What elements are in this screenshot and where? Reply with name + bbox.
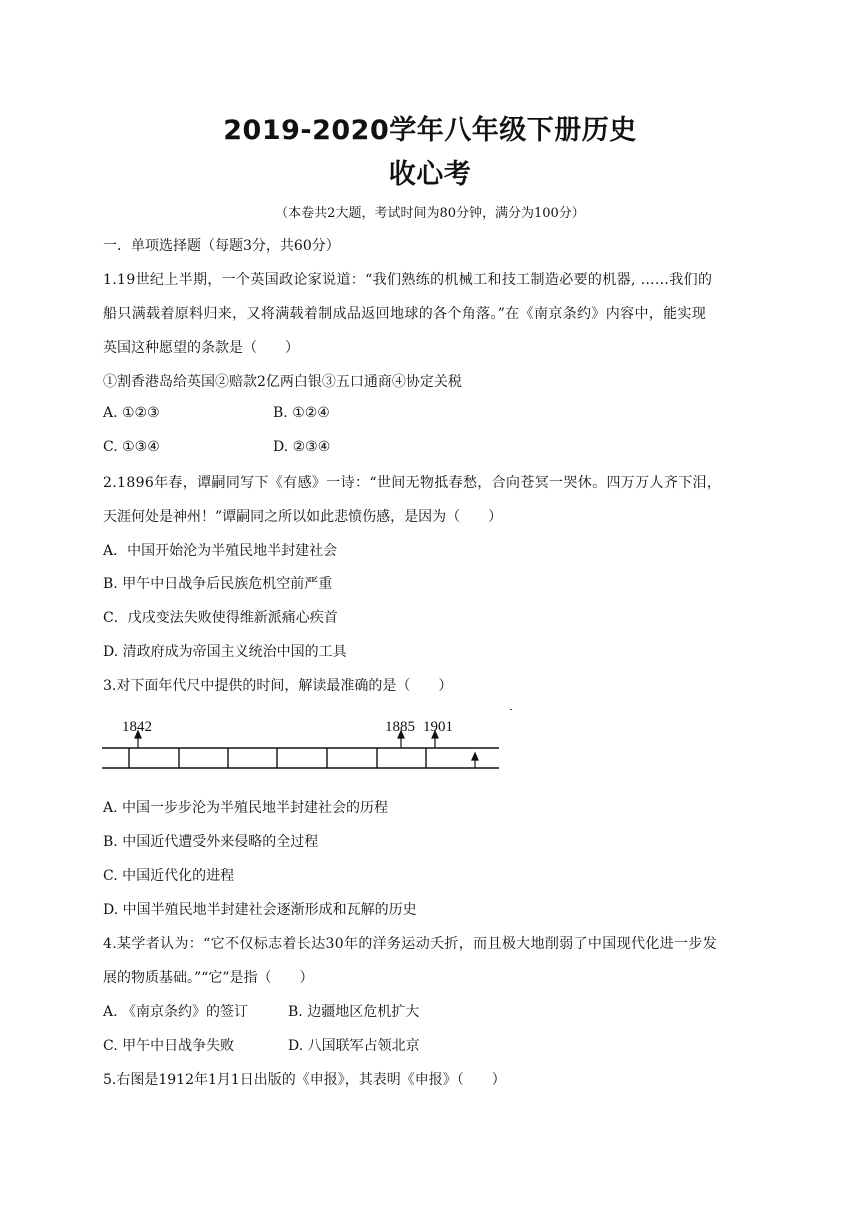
q1-line1: 1.19世纪上半期，一个英国政论家说道：“我们熟练的机械工和技工制造必要的机器, ……我们的 (103, 272, 713, 288)
q1-option-a: A. ①②③ (103, 405, 160, 421)
timeline-ticks (129, 748, 426, 768)
q4-line1: 4.某学者认为：“它不仅标志着长达30年的洋务运动夭折，而且极大地削弱了中国现代化进一步发 (103, 936, 718, 952)
q2-option-c: C．戊戌变法失败使得维新派痛心疾首 (103, 610, 338, 626)
page-title-line1: 2019-2020学年八年级下册历史 (223, 115, 637, 146)
q3-option-a: A. 中国一步步沦为半殖民地半封建社会的历程 (103, 800, 389, 816)
page-title-line2: 收心考 (388, 159, 472, 190)
timeline-label-1842: 1842 (122, 719, 152, 735)
q1-line3: 英国这种愿望的条款是（ ） (103, 340, 299, 356)
q4-option-c: C. 甲午中日战争失败 (103, 1038, 235, 1054)
q1-option-d: D. ②③④ (273, 439, 331, 455)
q2-option-d: D. 清政府成为帝国主义统治中国的工具 (103, 644, 347, 660)
q5-stem: 5.右图是1912年1月1日出版的《申报》，其表明《申报》（ ） (103, 1072, 506, 1088)
q4-line2: 展的物质基础。”“它”是指（ ） (103, 970, 314, 986)
q3-stem: 3.对下面年代尺中提供的时间，解读最准确的是（ ） (103, 678, 453, 694)
q2-line2: 天涯何处是神州！”谭嗣同之所以如此悲愤伤感，是因为（ ） (103, 509, 503, 525)
q1-option-b: B. ①②④ (273, 405, 330, 421)
timeline-label-1901: 1901 (423, 719, 453, 735)
q2-line1: 2.1896年春，谭嗣同写下《有感》一诗：“世间无物抵春愁，合向苍冥一哭休。四万万人齐下泪， (103, 475, 722, 491)
timeline-label-1885: 1885 (385, 719, 415, 735)
q1-option-c: C. ①③④ (103, 439, 160, 455)
section-heading: 一．单项选择题（每题3分，共60分） (103, 238, 340, 254)
q1-clauses: ①割香港岛给英国②赔款2亿两白银③五口通商④协定关税 (103, 374, 462, 390)
q4-option-d: D. 八国联军占领北京 (288, 1038, 420, 1054)
q3-option-d: D. 中国半殖民地半封建社会逐渐形成和瓦解的历史 (103, 902, 417, 918)
q2-option-a: A．中国开始沦为半殖民地半封建社会 (103, 543, 338, 559)
timeline-ruler (100, 704, 520, 776)
q4-option-b: B. 边疆地区危机扩大 (288, 1004, 420, 1020)
exam-note: （本卷共2大题，考试时间为80分钟，满分为100分） (275, 206, 585, 221)
q4-option-a: A. 《南京条约》的签订 (103, 1004, 249, 1020)
q2-option-b: B. 甲午中日战争后民族危机空前严重 (103, 576, 333, 592)
timeline-corner-mark (510, 709, 512, 710)
q3-option-c: C. 中国近代化的进程 (103, 868, 235, 884)
q3-option-b: B. 中国近代遭受外来侵略的全过程 (103, 834, 319, 850)
q1-line2: 船只满载着原料归来，又将满载着制成品返回地球的各个角落。”在《南京条约》内容中，能实现 (103, 306, 707, 322)
